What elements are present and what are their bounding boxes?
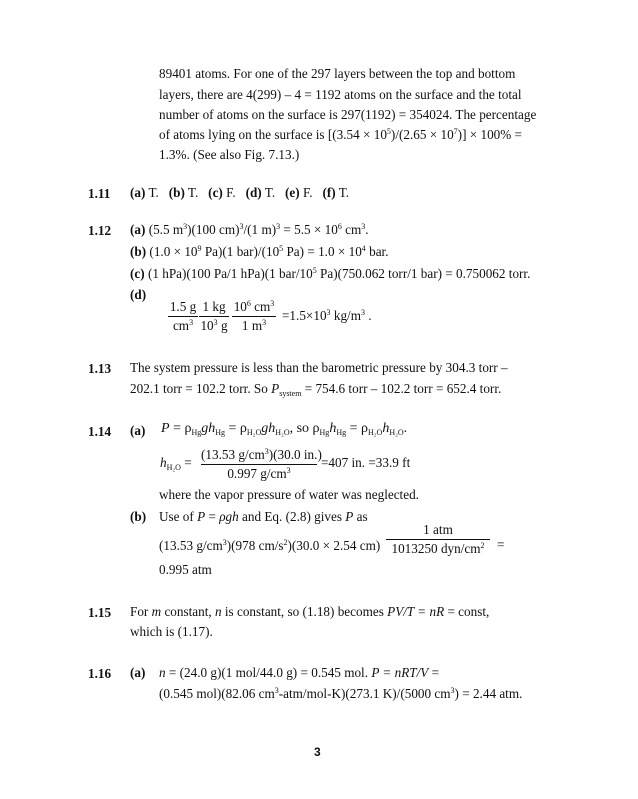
problem-number-1-15: 1.15 — [88, 605, 112, 620]
pressure-equals-sign: = — [497, 537, 505, 552]
problem-1-12-part-d-label: (d) — [130, 287, 147, 302]
problem-1-13-line-1: The system pressure is less than the barometric pressure by 304.3 torr – — [130, 360, 508, 375]
problem-1-15-line-1: For m constant, n is constant, so (1.18) becomes PV/T = nR = const, — [130, 604, 490, 619]
problem-1-13-line-2: 202.1 torr = 102.2 torr. So $P_{system} = 754.6$ torr – 102.2 torr = 652.4 torr. — [130, 381, 502, 398]
density-result: $=1.5\times 10^3$ $kg/m^3$ . — [282, 308, 372, 323]
problem-1-11-answers: (a) T. (b) T. (c) F. (d) T. (e) F. (f) T. — [130, 185, 350, 200]
problem-1-16-line-2: (0.545 mol)(82.06 $cm^3-atm/mol-K)(273.1$ K)/(5000 $cm^3) = 2.44$ atm. — [159, 686, 523, 701]
fraction-cm3-per-m3: $10^6$ $cm^3$ 1 $m^3$ — [233, 299, 275, 333]
fraction-density-grams: 1.5 g $cm^3$ — [169, 299, 197, 333]
intro-line-4: of atoms lying on the surface is $[(3.54 \times 10^5)/(2.65 \times 10^7)] \times 100\%$ = — [159, 127, 522, 142]
intro-line-2: layers, there are 4(299) – 4 = 1192 atoms on the surface and the total — [159, 87, 522, 102]
problem-1-14-part-a-label: (a) — [130, 423, 146, 438]
vapor-pressure-note: where the vapor pressure of water was neglected. — [159, 487, 419, 502]
problem-1-12-part-a: (a) (5.5 $m^3)(100$ cm)$^3$/(1 $m)^3 = 5.5 \times 10^6$ $cm^3$. — [130, 222, 369, 237]
problem-1-16-part-a-label: (a) — [130, 665, 146, 680]
water-height-lhs: $h_{H_2O}$ = — [160, 455, 192, 472]
problem-1-16-line-1: n = (24.0 g)(1 mol/44.0 g) = 0.545 mol. P = nRT/V = — [159, 665, 440, 680]
problem-number-1-13: 1.13 — [88, 361, 112, 376]
fraction-kg-per-gram: 1 kg $10^3$ g — [200, 299, 228, 333]
page-number: 3 — [314, 745, 321, 759]
water-height-result: =407 in. =33.9 ft — [321, 455, 411, 470]
intro-line-3: number of atoms on the surface is 297(1192) = 354024. The percentage — [159, 107, 537, 122]
problem-1-14-part-b-label: (b) — [130, 509, 147, 524]
intro-line-1: 89401 atoms. For one of the 297 layers between the top and bottom — [159, 66, 516, 81]
problem-number-1-12: 1.12 — [88, 223, 112, 238]
problem-1-12-part-c: (c) (1 hPa)(100 Pa/1 hPa)(1 bar/$10^5$ Pa)(750.062 torr/1 bar) = 0.750062 torr. — [130, 266, 531, 281]
intro-line-5: 1.3%. (See also Fig. 7.13.) — [159, 147, 300, 162]
pressure-calculation: (13.53 $g/cm^3)(978$ $cm/s^2)(30.0 \times 2.54$ cm) — [159, 538, 381, 553]
hydrostatic-equation: $P = \rho_{Hg}gh_{Hg} = \rho_{H_2O}gh_{H_2O}$, so $\rho_{Hg}h_{Hg} = \rho_{H_2O}h_{H_2O}$. — [161, 421, 408, 437]
problem-number-1-11: 1.11 — [88, 186, 111, 201]
problem-1-12-part-b: (b) ($1.0 \times 10^9$ Pa)(1 $bar)/(10^5$ $Pa) = 1.0 \times 10^4$ bar. — [130, 244, 389, 259]
pressure-result: 0.995 atm — [159, 562, 212, 577]
atm-conversion-fraction: 1 atm 1013250 dyn/$cm^2$ — [386, 522, 490, 557]
water-height-fraction: (13.53 $g/cm^3)(30.0$ in.) 0.997 $g/cm^3$ — [201, 447, 322, 481]
problem-1-15-line-2: which is (1.17). — [130, 624, 213, 639]
problem-number-1-16: 1.16 — [88, 666, 112, 681]
problem-1-14-part-b-text: Use of P = ρgh and Eq. (2.8) gives P as — [159, 509, 368, 524]
problem-number-1-14: 1.14 — [88, 424, 112, 439]
